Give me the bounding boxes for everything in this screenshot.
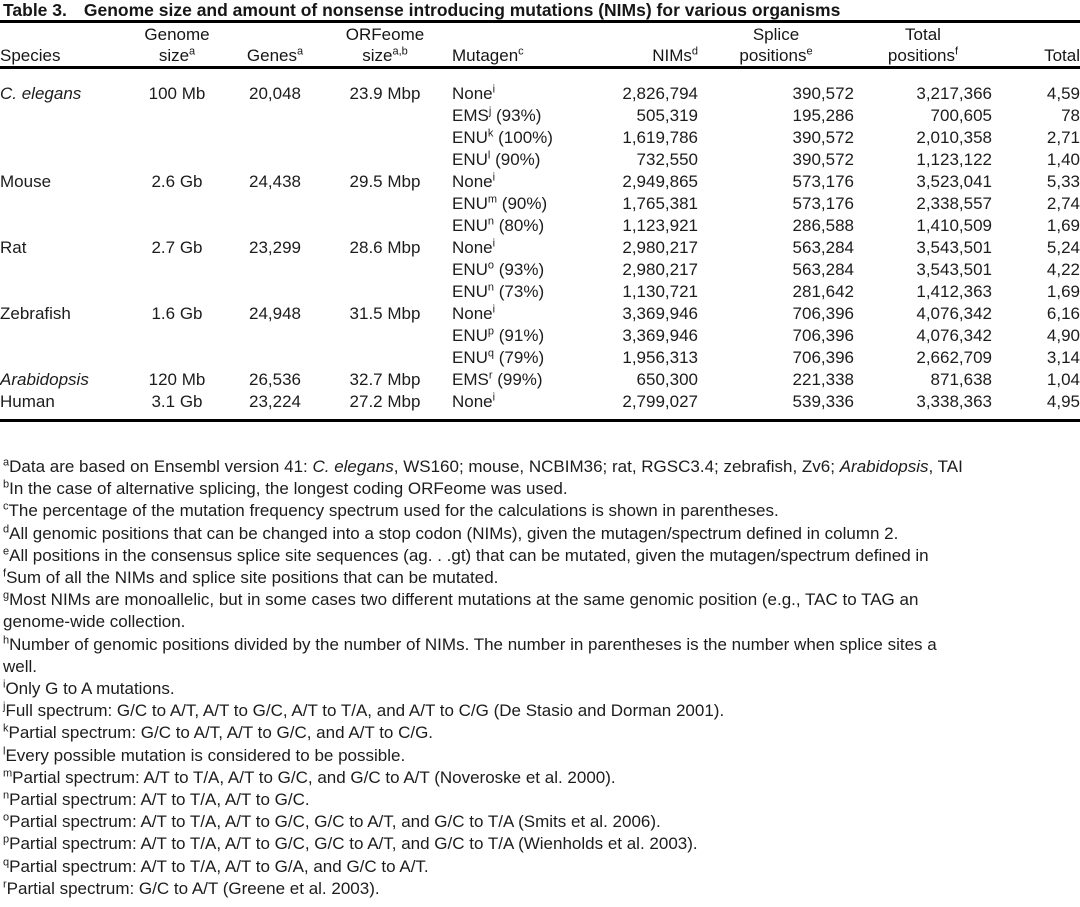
orfeome-size-cell: 31.5 Mbp (349, 304, 421, 323)
table-row (0, 303, 1080, 325)
species-cell: Zebrafish (0, 304, 71, 323)
table-label: Table 3. (3, 0, 67, 20)
mutagen-cell: None$^i$ (452, 237, 496, 257)
table-row (0, 391, 1080, 421)
footnote-marker: n (487, 281, 495, 294)
footnote-line: well. (3, 656, 38, 676)
total-cell: 5,24 (1046, 238, 1080, 257)
species-cell: C. elegans (0, 84, 82, 103)
total-positions-cell: 4,076,342 (916, 304, 992, 323)
footnote-marker: p (487, 325, 495, 338)
footnote-line: $^i$Only G to A mutations. (3, 678, 175, 699)
genome-size-cell: 2.6 Gb (151, 172, 203, 191)
footnote-line: $^f$Sum of all the NIMs and splice site positions that can be mutated. (3, 567, 499, 588)
species-cell (0, 149, 122, 171)
footnote-marker: d (691, 45, 698, 58)
orfeome-size-cell (318, 281, 452, 303)
mutagen-cell: EMS$^j$ (93%) (452, 105, 542, 125)
total-positions-cell: 3,523,041 (916, 172, 992, 191)
footnote-marker: a (189, 45, 196, 58)
footnote-marker: l (3, 744, 6, 757)
footnote-line: $^h$Number of genomic positions divided by the number of NIMs. The number in parentheses is the number when splice sites a (3, 633, 937, 654)
genes-cell (232, 215, 318, 237)
footnote-line: $^b$In the case of alternative splicing, the longest coding ORFeome was used. (3, 478, 568, 499)
total-cell: 78 (1061, 106, 1080, 125)
footnote-marker: n (3, 789, 10, 802)
genes-cell: 24,948 (249, 304, 301, 323)
orfeome-size-cell (318, 149, 452, 171)
orfeome-size-cell (318, 193, 452, 215)
footnote-line: $^k$Partial spectrum: G/C to A/T, A/T to G/C, and A/T to C/G. (3, 722, 434, 743)
genes-cell (232, 259, 318, 281)
footnote-line: $^p$Partial spectrum: A/T to T/A, A/T to G/C, G/C to A/T, and G/C to T/A (Wienholds et al. 2003). (3, 833, 698, 854)
genes-cell (232, 347, 318, 369)
nims-cell: 650,300 (636, 370, 698, 389)
footnote-marker: r (3, 878, 7, 891)
footnote-marker: k (3, 722, 9, 735)
splice-positions-cell: 221,338 (792, 370, 854, 389)
genes-cell (232, 325, 318, 347)
mutagen-cell: ENU$^p$ (91%) (452, 325, 545, 345)
mutagen-cell: None$^i$ (452, 303, 496, 323)
footnote-marker: m (3, 767, 13, 780)
species-cell: Arabidopsis (0, 370, 89, 389)
orfeome-size-cell (318, 105, 452, 127)
table-row (0, 215, 1080, 237)
col-header-total: Total (992, 24, 1080, 68)
genes-cell: 20,048 (249, 84, 301, 103)
nims-cell: 505,319 (636, 106, 698, 125)
total-cell: 1,69 (1046, 282, 1080, 301)
footnote-marker: n (487, 215, 495, 228)
genome-size-cell: 1.6 Gb (151, 304, 203, 323)
species-cell (0, 127, 122, 149)
total-cell: 4,95 (992, 391, 1080, 421)
footnote-line: $^c$The percentage of the mutation frequency spectrum used for the calculations is shown in parentheses. (3, 500, 779, 521)
mutagen-cell: ENU$^k$ (100%) (452, 127, 553, 147)
total-positions-cell: 700,605 (930, 106, 992, 125)
species-cell (0, 215, 122, 237)
total-positions-cell: 1,410,509 (916, 216, 992, 235)
mutagen-cell: ENU$^o$ (93%) (452, 259, 545, 279)
footnote-marker: m (487, 193, 498, 206)
table-row (0, 325, 1080, 347)
total-cell: 1,69 (1046, 216, 1080, 235)
total-cell: 5,33 (1046, 172, 1080, 191)
total-cell: 1,40 (1046, 150, 1080, 169)
footnote-marker: r (488, 369, 493, 382)
nims-cell: 2,980,217 (622, 260, 698, 279)
table-body (0, 68, 1080, 421)
footnote-marker: e (806, 45, 813, 58)
footnote-line: $^r$Partial spectrum: G/C to A/T (Greene et al. 2003). (3, 878, 380, 898)
table-header (0, 24, 1080, 68)
total-positions-cell: 1,412,363 (916, 282, 992, 301)
splice-positions-cell: 390,572 (792, 84, 854, 103)
nims-cell: 1,619,786 (622, 128, 698, 147)
species-cell (0, 259, 122, 281)
table-row (0, 347, 1080, 369)
genome-size-cell (122, 193, 232, 215)
splice-positions-cell: 390,572 (792, 128, 854, 147)
orfeome-size-cell (318, 325, 452, 347)
total-positions-cell: 3,543,501 (916, 238, 992, 257)
mutagen-cell: ENU$^n$ (80%) (452, 215, 545, 235)
mutagen-cell: None$^i$ (452, 171, 496, 191)
title-rule (0, 20, 1080, 23)
genome-size-cell (122, 149, 232, 171)
col-header-species-label: Species (0, 46, 61, 65)
genome-size-cell: 3.1 Gb (122, 391, 232, 421)
mutagen-cell: ENU$^q$ (79%) (452, 347, 545, 367)
nims-cell: 2,980,217 (622, 238, 698, 257)
col-header-species (0, 24, 122, 68)
mutagen-cell: ENU$^l$ (90%) (452, 149, 541, 169)
table-caption: Genome size and amount of nonsense introducing mutations (NIMs) for various organisms (83, 0, 841, 20)
footnote-line: $^g$Most NIMs are monoallelic, but in some cases two different mutations at the same genomic position (e.g., TAC to TAG an (3, 589, 919, 610)
orfeome-size-cell: 23.9 Mbp (349, 84, 421, 103)
footnotes (3, 456, 1080, 900)
footnote-line: genome-wide collection. (3, 612, 186, 632)
orfeome-size-cell (318, 127, 452, 149)
footnote-line: $^n$Partial spectrum: A/T to T/A, A/T to G/C. (3, 789, 310, 810)
splice-positions-cell: 281,642 (792, 282, 854, 301)
genome-size-cell (122, 127, 232, 149)
footnote-marker: a,b (392, 45, 408, 58)
genome-size-cell (122, 215, 232, 237)
col-header-genome-size: Genome size$^a$ (122, 24, 232, 68)
col-header-mutagen: Mutagen$^c$ (452, 24, 592, 68)
genome-size-cell (122, 325, 232, 347)
nims-cell: 732,550 (636, 150, 698, 169)
splice-positions-cell: 390,572 (792, 150, 854, 169)
data-table (0, 24, 1080, 422)
nims-cell: 1,956,313 (622, 348, 698, 367)
genes-cell: 24,438 (249, 172, 301, 191)
splice-positions-cell: 573,176 (792, 194, 854, 213)
footnote-marker: a (3, 456, 10, 469)
total-cell: 4,22 (1046, 260, 1080, 279)
footnote-marker: o (3, 811, 10, 824)
splice-positions-cell: 706,396 (792, 304, 854, 323)
genes-cell (232, 193, 318, 215)
genes-cell (232, 127, 318, 149)
col-header-total-positions: Total positions$^f$ (854, 24, 992, 68)
genes-cell (232, 149, 318, 171)
mutagen-cell: None$^i$ (452, 391, 592, 421)
col-header-genes: Genes$^a$ (232, 24, 318, 68)
table-row (0, 149, 1080, 171)
total-cell: 2,74 (1046, 194, 1080, 213)
footnote-marker: g (3, 589, 10, 602)
total-positions-cell: 3,543,501 (916, 260, 992, 279)
species-cell (0, 347, 122, 369)
col-header-orfeome-size: ORFeome size$^{a,b}$ (318, 24, 452, 68)
total-cell: 4,59 (1046, 84, 1080, 103)
genome-size-cell: 120 Mb (148, 370, 206, 389)
splice-positions-cell: 706,396 (792, 326, 854, 345)
species-cell: Human (0, 391, 122, 421)
orfeome-size-cell: 28.6 Mbp (349, 238, 421, 257)
genome-size-cell (122, 281, 232, 303)
footnote-line: $^q$Partial spectrum: A/T to T/A, A/T to G/A, and G/C to A/T. (3, 856, 429, 876)
col-header-splice-positions: Splice positions$^e$ (698, 24, 854, 68)
total-positions-cell: 871,638 (930, 370, 992, 389)
nims-cell: 2,826,794 (622, 84, 698, 103)
footnote-marker: i (492, 391, 496, 404)
table-row (0, 127, 1080, 149)
footnote-marker: i (492, 171, 496, 184)
table-row (0, 369, 1080, 391)
footnote-marker: f (3, 567, 7, 580)
col-header-nims: NIMs$^d$ (592, 24, 698, 68)
total-positions-cell: 2,662,709 (916, 348, 992, 367)
footnote-marker: f (955, 45, 959, 58)
footnote-line: $^o$Partial spectrum: A/T to T/A, A/T to G/C, G/C to A/T, and G/C to T/A (Smits et al. 2006). (3, 811, 661, 832)
total-cell: 4,90 (1046, 326, 1080, 345)
species-cell (0, 193, 122, 215)
footnote-marker: p (3, 833, 10, 846)
genes-cell: 23,224 (232, 391, 318, 421)
genome-size-cell (122, 347, 232, 369)
orfeome-size-cell (318, 347, 452, 369)
total-cell: 6,16 (1046, 304, 1080, 323)
nims-cell: 2,949,865 (622, 172, 698, 191)
mutagen-cell: EMS$^r$ (99%) (452, 369, 543, 389)
table-row (0, 237, 1080, 259)
footnote-marker: q (487, 347, 495, 360)
table-row (0, 259, 1080, 281)
genes-cell: 23,299 (249, 238, 301, 257)
splice-positions-cell: 286,588 (792, 216, 854, 235)
species-cell: Mouse (0, 172, 52, 191)
total-cell: 2,71 (1046, 128, 1080, 147)
table-row (0, 171, 1080, 193)
mutagen-cell: None$^i$ (452, 83, 496, 103)
orfeome-size-cell: 29.5 Mbp (349, 172, 421, 191)
footnote-marker: h (3, 633, 10, 646)
mutagen-cell: ENU$^n$ (73%) (452, 281, 545, 301)
footnote-marker: d (3, 522, 10, 535)
footnote-marker: i (492, 237, 496, 250)
footnote-line: $^e$All positions in the consensus splice site sequences (ag. . .gt) that can be mutated, given the mutagen/spectrum defined in (3, 545, 929, 565)
orfeome-size-cell (318, 215, 452, 237)
nims-cell: 1,765,381 (622, 194, 698, 213)
nims-cell: 3,369,946 (622, 304, 698, 323)
header-row (0, 24, 1080, 68)
table-title (3, 0, 840, 20)
total-positions-cell: 3,217,366 (916, 84, 992, 103)
genes-cell (232, 281, 318, 303)
total-positions-cell: 2,338,557 (916, 194, 992, 213)
total-positions-cell: 2,010,358 (916, 128, 992, 147)
nims-cell: 2,799,027 (592, 391, 698, 421)
footnote-marker: i (492, 303, 496, 316)
species-cell: Rat (0, 238, 27, 257)
splice-positions-cell: 563,284 (792, 238, 854, 257)
footnote-marker: c (518, 45, 524, 58)
footnote-marker: c (3, 500, 9, 513)
footnote-marker: k (487, 127, 494, 140)
genome-size-cell: 100 Mb (148, 84, 206, 103)
orfeome-size-cell (318, 259, 452, 281)
footnote-marker: j (3, 700, 6, 713)
nims-cell: 3,369,946 (622, 326, 698, 345)
genes-cell (232, 105, 318, 127)
total-cell: 1,04 (1046, 370, 1080, 389)
footnote-marker: e (3, 545, 10, 558)
footnote-marker: b (3, 478, 10, 491)
orfeome-size-cell: 32.7 Mbp (349, 370, 421, 389)
splice-positions-cell: 706,396 (792, 348, 854, 367)
splice-positions-cell: 539,336 (698, 391, 854, 421)
footnote-line: $^a$Data are based on Ensembl version 41: C. elegans, WS160; mouse, NCBIM36; rat, RGSC3.4; zebrafish, Zv6; Arabidopsis, TAI (3, 456, 963, 476)
nims-cell: 1,130,721 (622, 282, 698, 301)
table-row (0, 281, 1080, 303)
total-positions-cell: 1,123,122 (916, 150, 992, 169)
footnote-marker: a (296, 45, 304, 58)
genome-size-cell: 2.7 Gb (151, 238, 203, 257)
footnote-line: $^j$Full spectrum: G/C to A/T, A/T to G/C, A/T to T/A, and A/T to C/G (De Stasio and Dorman 2001). (3, 700, 725, 721)
table-row (0, 105, 1080, 127)
genome-size-cell (122, 105, 232, 127)
nims-cell: 1,123,921 (622, 216, 698, 235)
species-cell (0, 325, 122, 347)
footnote-marker: l (487, 149, 491, 162)
footnote-marker: i (3, 678, 6, 691)
mutagen-cell: ENU$^m$ (90%) (452, 193, 548, 213)
genome-size-cell (122, 259, 232, 281)
table-row (0, 193, 1080, 215)
splice-positions-cell: 563,284 (792, 260, 854, 279)
footnote-marker: j (488, 105, 492, 118)
splice-positions-cell: 573,176 (792, 172, 854, 191)
species-cell (0, 281, 122, 303)
total-positions-cell: 4,076,342 (916, 326, 992, 345)
footnote-line: $^m$Partial spectrum: A/T to T/A, A/T to G/C, and G/C to A/T (Noveroske et al. 2000). (3, 767, 616, 787)
footnote-marker: q (3, 856, 10, 868)
footnote-line: $^d$All genomic positions that can be changed into a stop codon (NIMs), given the mutagen/spectrum defined in column 2. (3, 522, 899, 543)
orfeome-size-cell: 27.2 Mbp (318, 391, 452, 421)
genes-cell: 26,536 (249, 370, 301, 389)
table-row (0, 68, 1080, 106)
footnote-marker: i (492, 83, 496, 96)
total-positions-cell: 3,338,363 (854, 391, 992, 421)
species-cell (0, 105, 122, 127)
footnote-marker: o (487, 259, 495, 272)
splice-positions-cell: 195,286 (792, 106, 854, 125)
footnote-line: $^l$Every possible mutation is considered to be possible. (3, 744, 406, 765)
total-cell: 3,14 (1046, 348, 1080, 367)
